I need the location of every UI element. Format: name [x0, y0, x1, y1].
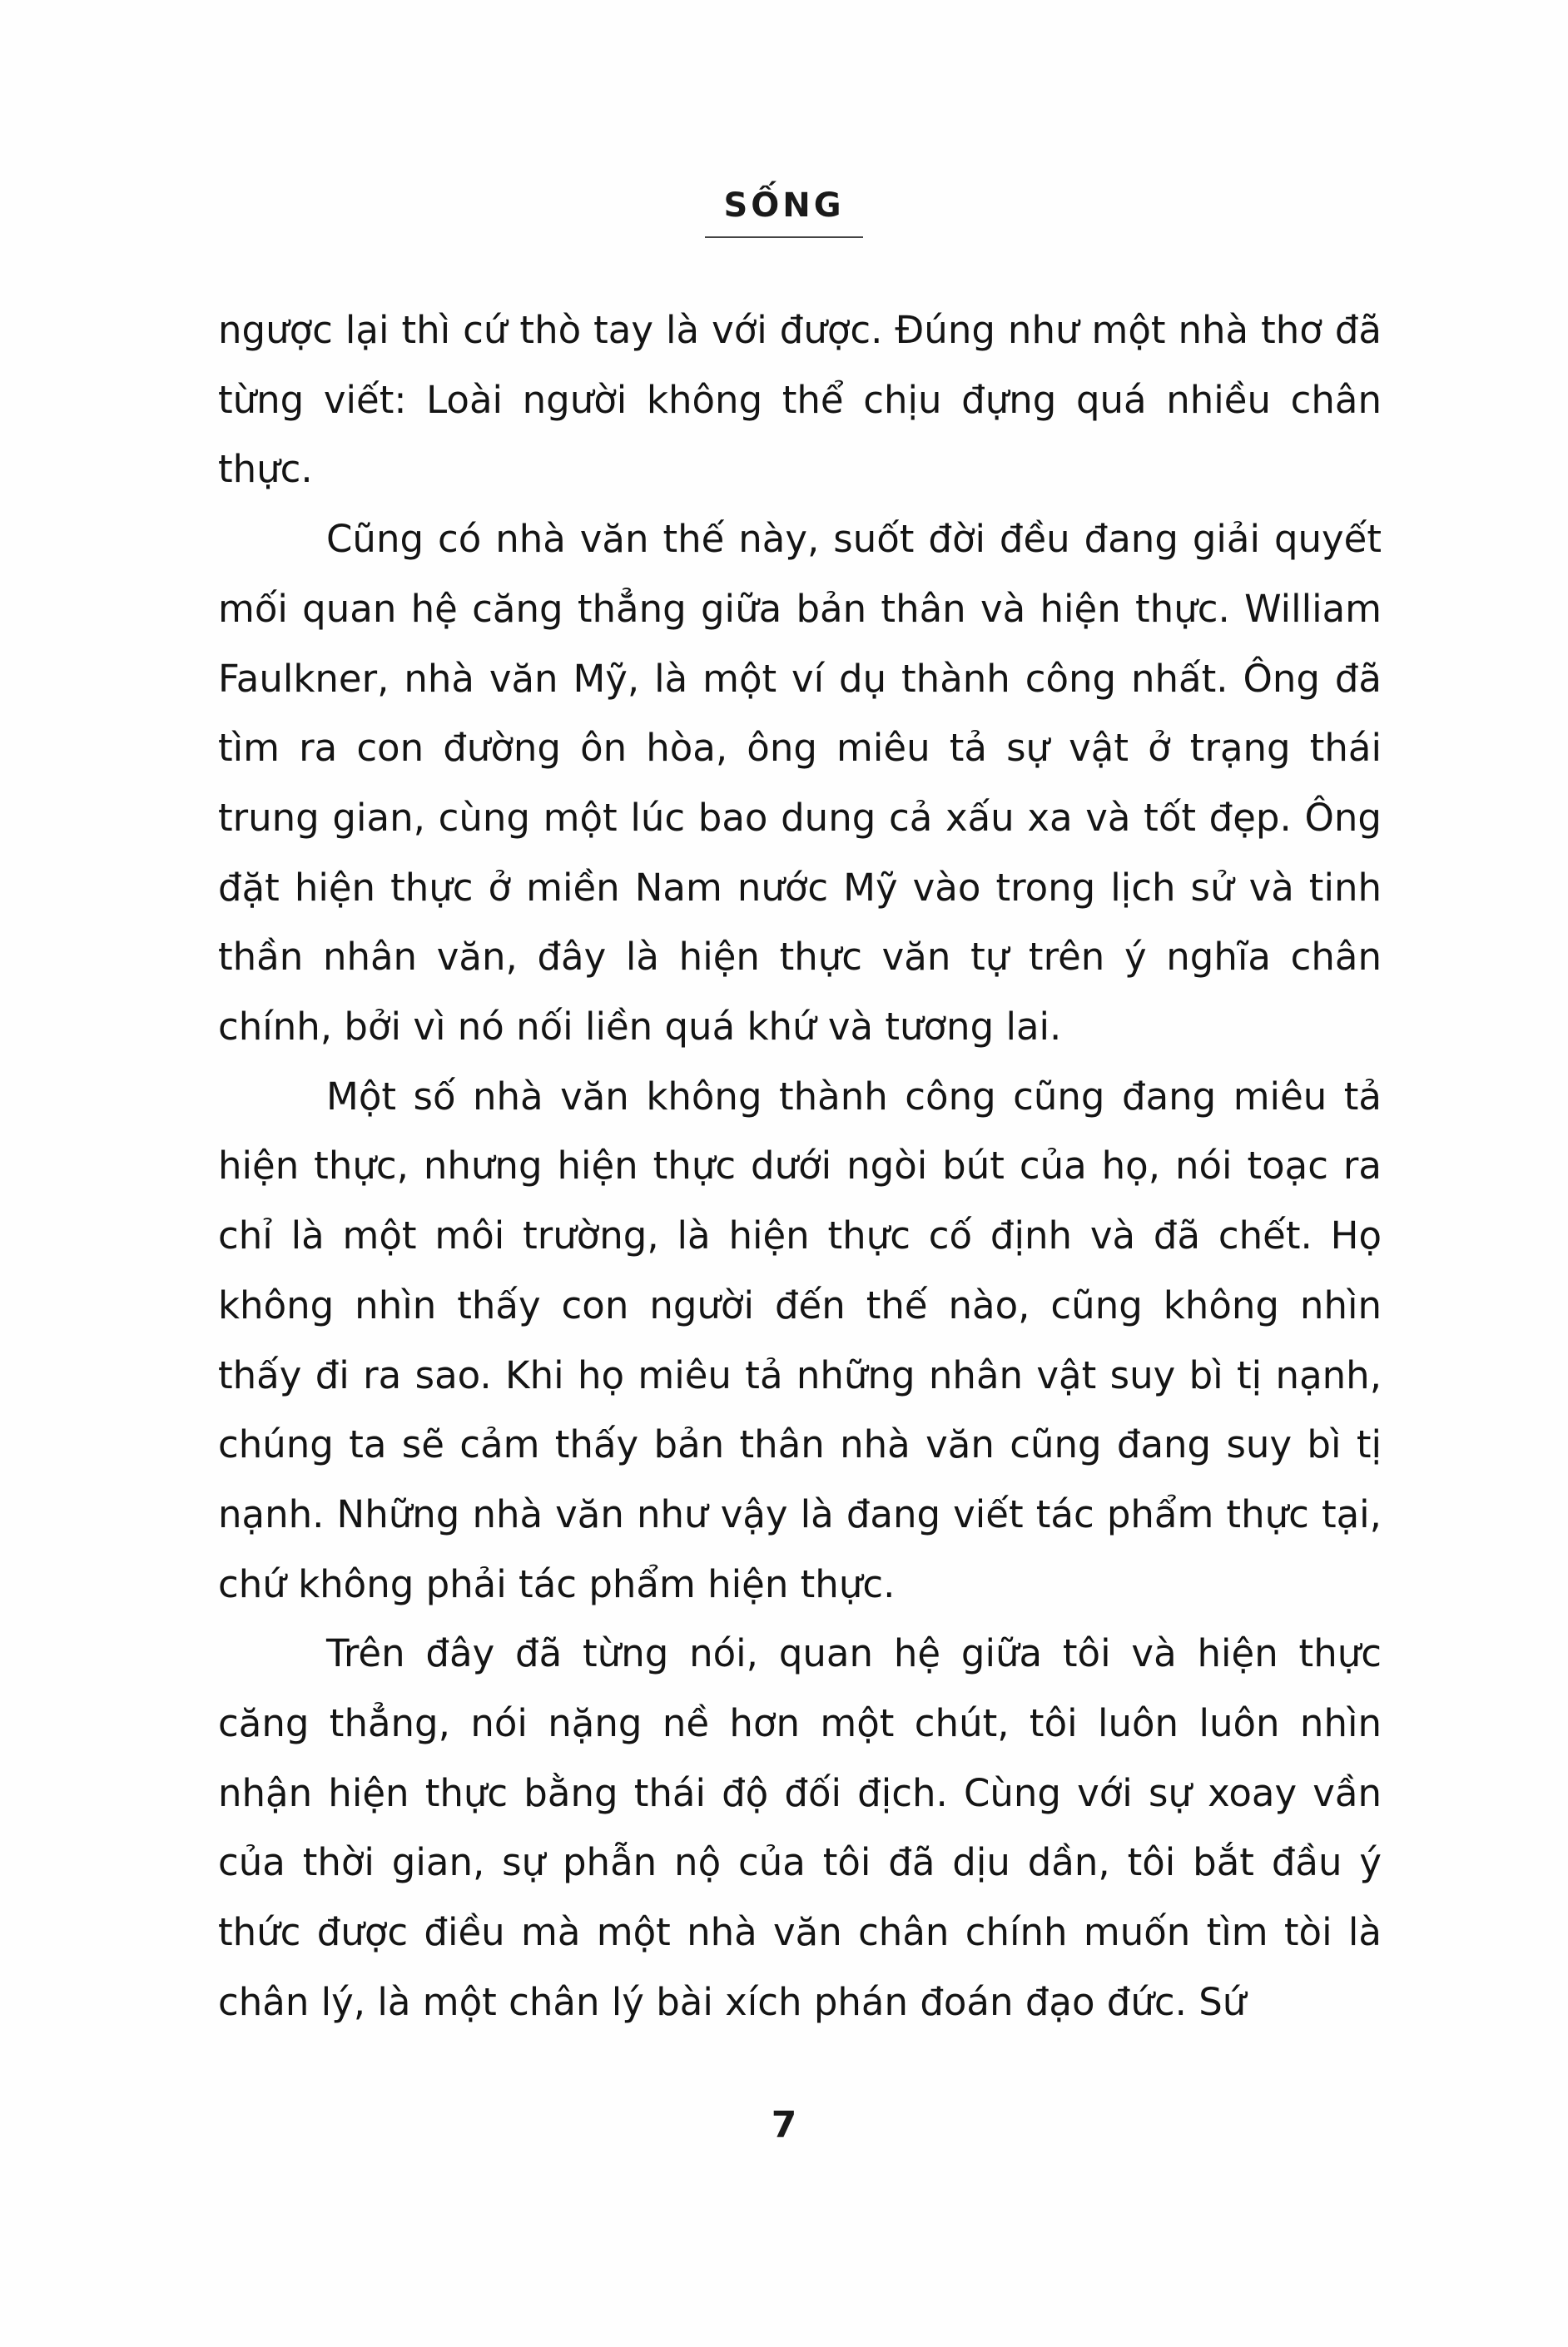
- body-text: [218, 295, 1382, 2037]
- paragraph-author-relation: Trên đây đã từng nói, quan hệ giữa tôi và hiện thực căng thẳng, nói nặng nề hơn một chút, tôi luôn luôn nhìn nhận hiện thực bằng thái độ đối địch. Cùng với sự xoay vần của thời gian, sự phẫn nộ của tôi đã dịu dần, tôi bắt đầu ý thức được điều mà một nhà văn chân chính muốn tìm tòi là chân lý, là một chân lý bài xích phán đoán đạo đức. Sứ: [218, 1631, 1382, 2024]
- header-title: SỐNG: [705, 186, 863, 238]
- paragraph-faulkner: Cũng có nhà văn thế này, suốt đời đều đang giải quyết mối quan hệ căng thẳng giữa bản thân và hiện thực. William Faulkner, nhà văn Mỹ, là một ví dụ thành công nhất. Ông đã tìm ra con đường ôn hòa, ông miêu tả sự vật ở trạng thái trung gian, cùng một lúc bao dung cả xấu xa và tốt đẹp. Ông đặt hiện thực ở miền Nam nước Mỹ vào trong lịch sử và tinh thần nhân văn, đây là hiện thực văn tự trên ý nghĩa chân chính, bởi vì nó nối liền quá khứ và tương lai.: [218, 517, 1382, 1049]
- paragraph-continued: ngược lại thì cứ thò tay là với được. Đúng như một nhà thơ đã từng viết: Loài người không thể chịu đựng quá nhiều chân thực.: [218, 308, 1382, 492]
- running-header: [0, 186, 1568, 238]
- page-number: 7: [771, 2104, 797, 2146]
- paragraph-unsuccessful-writers: Một số nhà văn không thành công cũng đang miêu tả hiện thực, nhưng hiện thực dưới ngòi bút của họ, nói toạc ra chỉ là một môi trường, là hiện thực cố định và đã chết. Họ không nhìn thấy con người đến thế nào, cũng không nhìn thấy đi ra sao. Khi họ miêu tả những nhân vật suy bì tị nạnh, chúng ta sẽ cảm thấy bản thân nhà văn cũng đang suy bì tị nạnh. Những nhà văn như vậy là đang viết tác phẩm thực tại, chứ không phải tác phẩm hiện thực.: [218, 1074, 1382, 1606]
